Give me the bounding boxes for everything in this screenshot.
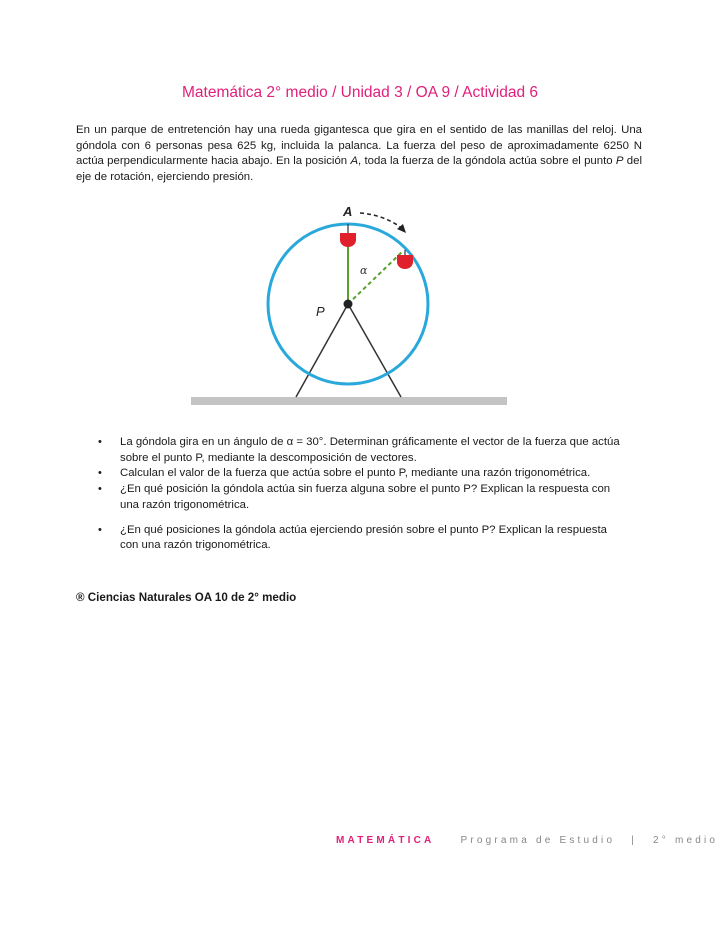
label-a: A <box>343 204 353 219</box>
point-p-label: P <box>615 155 624 168</box>
gondola-b-icon <box>397 255 413 269</box>
task-list <box>96 435 626 554</box>
intro-text-2: , toda la fuerza de la góndola actúa sobre el punto <box>358 155 616 168</box>
page-footer <box>336 835 718 846</box>
task-item: • ¿En qué posiciones la góndola actúa ejerciendo presión sobre el punto P? Explican la respuesta con una razón trigonométrica. <box>96 523 626 554</box>
intro-text-3: del eje de rotación, ejerciendo presión. <box>76 155 642 184</box>
label-alpha: α <box>360 264 368 277</box>
circled-r-icon: ® <box>76 591 85 604</box>
intro-text-1: En un parque de entretención hay una rueda gigantesca que gira en el sentido de las manillas del reloj. Una góndola con 6 personas pesa 625 kg, incluida la palanca. La fuerza del peso de aproximadamente 6250 N actúa perpendicularmente hacia abajo. En la posición <box>76 124 642 168</box>
task-item: • La góndola gira en un ángulo de α = 30°. Determinan gráficamente el vector de la fuerza que actúa sobre el punto P, mediante la descomposición de vectores. <box>96 435 626 466</box>
footer-separator-2: | <box>631 835 638 846</box>
cross-reference-text: Ciencias Naturales OA 10 de 2° medio <box>87 591 297 604</box>
position-a-label: A <box>350 155 359 168</box>
footer-subject: MATEMÁTICA <box>336 835 435 846</box>
ferris-wheel-svg <box>185 195 515 410</box>
arrow-head-icon <box>397 224 406 233</box>
gondola-a-icon <box>340 233 356 247</box>
cross-reference <box>76 591 296 604</box>
footer-level: 2° medio <box>653 835 719 846</box>
ground-bar <box>191 397 507 405</box>
ferris-wheel-diagram <box>185 195 515 410</box>
page-title: Matemática 2° medio / Unidad 3 / OA 9 / Actividad 6 <box>182 84 538 101</box>
task-item: • ¿En qué posición la góndola actúa sin fuerza alguna sobre el punto P? Explican la respuesta con una razón trigonométrica. <box>96 482 626 513</box>
center-point-p <box>344 300 353 309</box>
task-item: • Calculan el valor de la fuerza que actúa sobre el punto P, mediante una razón trigonométrica. <box>96 466 626 482</box>
arm-rotated <box>348 251 403 304</box>
intro-paragraph <box>76 123 642 186</box>
footer-program: Programa de Estudio <box>460 835 616 846</box>
label-p: P <box>316 304 325 319</box>
